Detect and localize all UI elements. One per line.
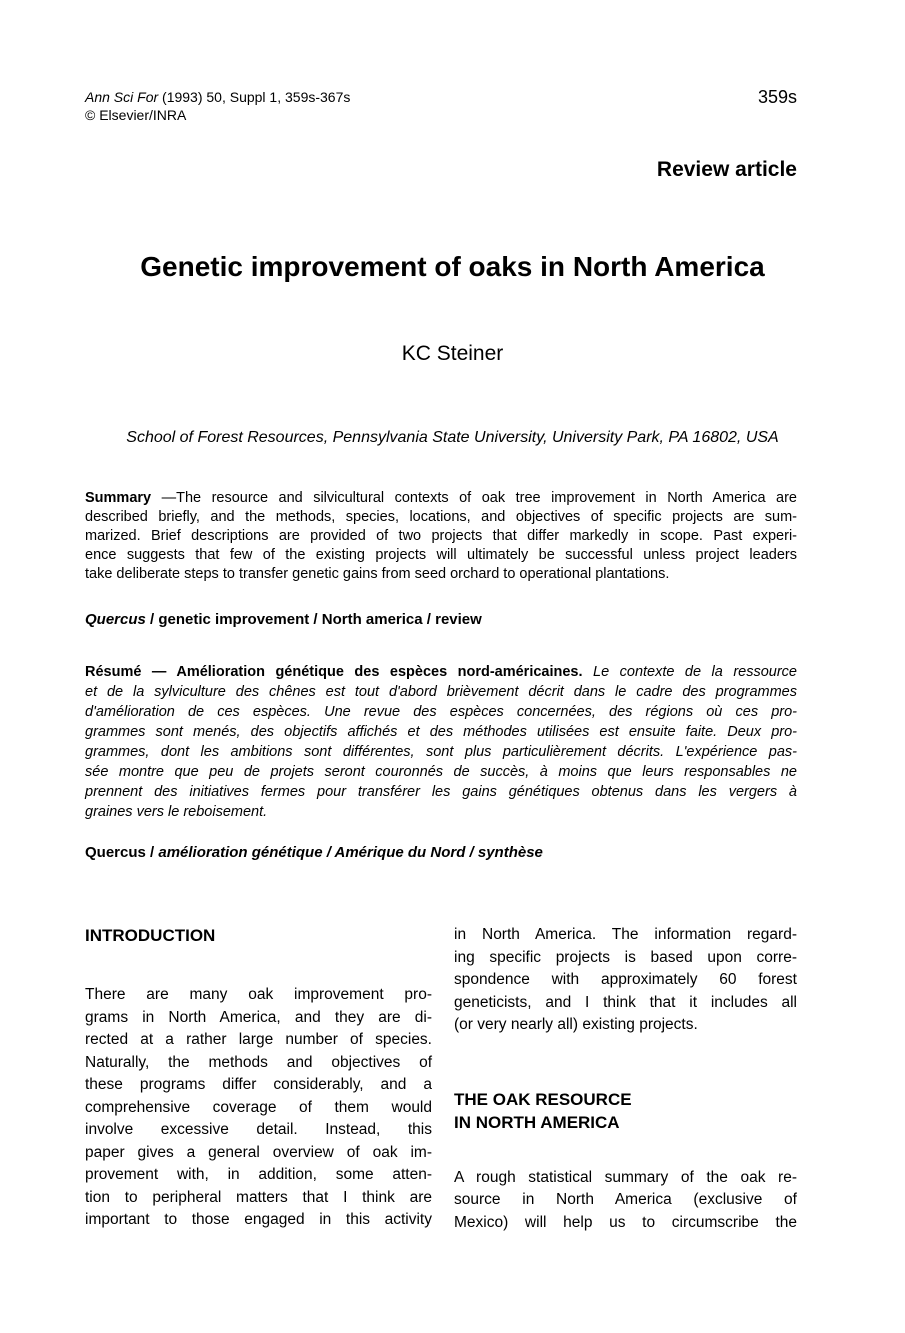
body-line: Mexico) will help us to circumscribe the: [454, 1213, 797, 1231]
body-columns: [85, 924, 797, 1234]
summary-line: described briefly, and the methods, species, locations, and objectives of specific projects are sum-: [85, 509, 797, 525]
right-column: [454, 924, 797, 1234]
keywords-english: Quercus / genetic improvement / North america / review: [85, 611, 482, 628]
body-line: important to those engaged in this activity: [85, 1211, 432, 1228]
resume-paragraph: [85, 662, 797, 822]
journal-citation-line: [85, 88, 350, 106]
resume-line: prennent des initiatives fermes pour transférer les gains génétiques obtenus dans les vergers à: [85, 784, 797, 800]
journal-name: Ann Sci For: [85, 89, 159, 105]
resume-line: d'amélioration de ces espèces. Une revue des espèces concernées, des régions où ces pro-: [85, 704, 797, 720]
body-line: comprehensive coverage of them would: [85, 1098, 432, 1116]
author-name: KC Steiner: [401, 342, 504, 365]
body-line: these programs differ considerably, and a: [85, 1076, 432, 1093]
summary-line: Summary —The resource and silvicultural contexts of oak tree improvement in North America are: [85, 490, 797, 506]
resume-line: graines vers le reboisement.: [85, 804, 268, 820]
body-line: rected at a rather large number of species.: [85, 1031, 432, 1048]
article-title: Genetic improvement of oaks in North America: [140, 251, 765, 282]
body-line: There are many oak improvement pro-: [85, 986, 432, 1003]
introduction-paragraph-continued: [454, 924, 797, 1037]
introduction-heading: INTRODUCTION: [85, 926, 216, 945]
body-line: in North America. The information regard-: [454, 926, 797, 943]
body-line: paper gives a general overview of oak im-: [85, 1143, 432, 1161]
running-head: [85, 88, 797, 124]
body-line: ing specific projects is based upon corre-: [454, 948, 797, 966]
resume-line: grammes sont menés, des objectifs affichés et des méthodes utilisées est ensuite faite. Deux pro-: [85, 724, 797, 740]
resume-line: et de la sylviculture des chênes est tout d'abord brièvement décrit dans le cadre des programmes: [85, 684, 797, 700]
body-line: involve excessive detail. Instead, this: [85, 1121, 432, 1138]
page-number: 359s: [757, 87, 797, 107]
body-line: A rough statistical summary of the oak re-: [454, 1168, 797, 1186]
resume-line: grammes, dont les ambitions sont différentes, sont plus particulièrement décrits. L'expérience pas-: [85, 744, 797, 760]
body-line: Naturally, the methods and objectives of: [85, 1053, 432, 1071]
oak-resource-paragraph: [454, 1167, 797, 1235]
summary-line: take deliberate steps to transfer genetic gains from seed orchard to operational plantations.: [85, 566, 670, 582]
resume-line: sée montre que peu de projets seront couronnés de succès, à moins que leurs responsables ne: [85, 764, 797, 780]
article-type-label: Review article: [656, 158, 797, 181]
body-line: source in North America (exclusive of: [454, 1191, 797, 1208]
keywords-french: Quercus / amélioration génétique / Amérique du Nord / synthèse: [85, 844, 543, 861]
journal-issue-info: (1993) 50, Suppl 1, 359s-367s: [158, 89, 351, 105]
author-affiliation: School of Forest Resources, Pennsylvania State University, University Park, PA 16802, USA: [126, 429, 779, 446]
body-line: (or very nearly all) existing projects.: [454, 1016, 698, 1033]
keyword-genus: Quercus: [85, 611, 146, 628]
summary-line: ence suggests that few of the existing projects will ultimately be successful unless project leaders: [85, 547, 797, 563]
body-line: provement with, in addition, some atten-: [85, 1166, 432, 1183]
body-line: geneticists, and I think that it includes all: [454, 993, 797, 1011]
summary-line: marized. Brief descriptions are provided of two projects that differ markedly in scope. Past experi-: [85, 528, 797, 544]
summary-label: Summary: [85, 490, 152, 506]
introduction-paragraph: [85, 984, 432, 1232]
journal-reference: [85, 88, 350, 124]
copyright-line: © Elsevier/INRA: [85, 107, 187, 123]
resume-line: Résumé — Amélioration génétique des espèces nord-américaines. Le contexte de la ressource: [85, 664, 797, 680]
resume-label: Résumé — Amélioration génétique des espèces nord-américaines.: [85, 664, 583, 680]
body-line: spondence with approximately 60 forest: [454, 971, 797, 988]
keyword-genus: Quercus /: [85, 844, 155, 861]
summary-paragraph: [85, 489, 797, 584]
body-line: grams in North America, and they are di-: [85, 1008, 432, 1026]
body-line: tion to peripheral matters that I think are: [85, 1188, 432, 1206]
oak-resource-heading: THE OAK RESOURCE IN NORTH AMERICA: [454, 1089, 632, 1132]
left-column: [85, 924, 432, 1234]
